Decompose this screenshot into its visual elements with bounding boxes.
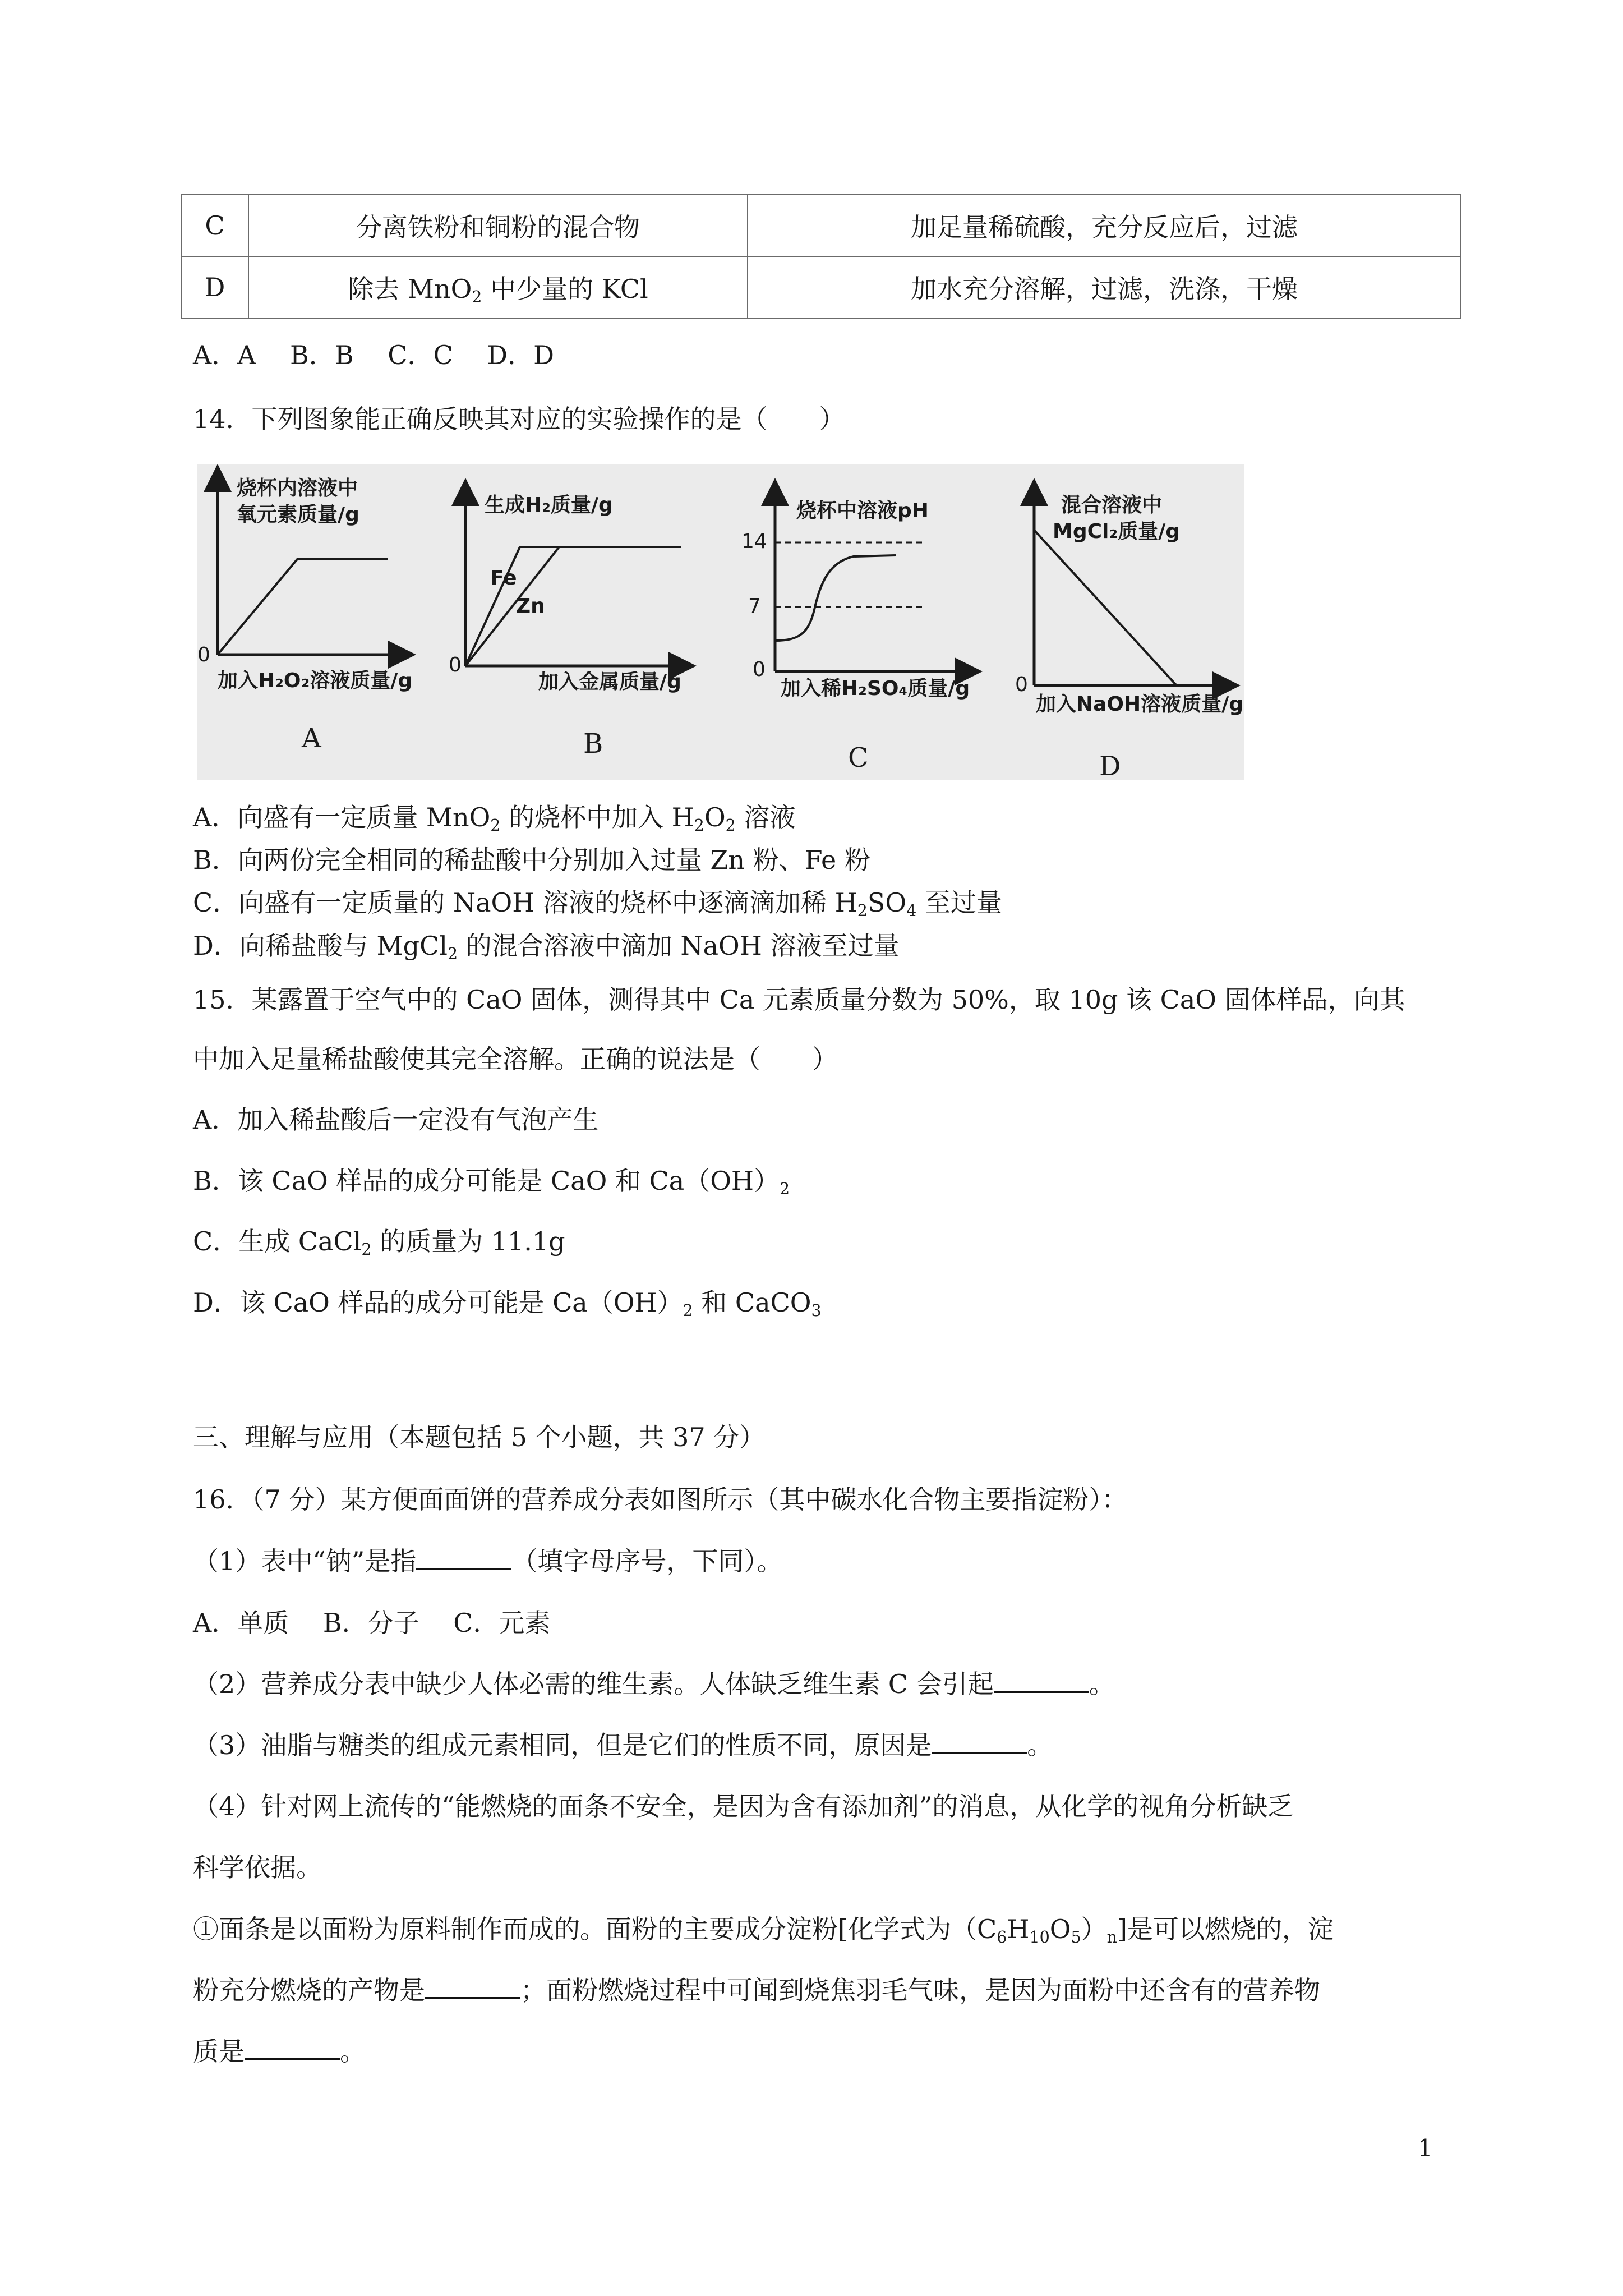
q15-option-c: C．生成 CaCl$_2$ 的质量为 11.1g <box>193 1226 565 1259</box>
graph-b <box>449 489 685 760</box>
q16-part4-line1: （4）针对网上流传的“能燃烧的面条不安全，是因为含有添加剂”的消息，从化学的视角分析缺乏 <box>193 1791 1294 1821</box>
graph-a-ylabel-1: 烧杯内溶液中 <box>237 477 358 500</box>
q16-subpart1-line2: 粉充分燃烧的产物是 ；面粉燃烧过程中可闻到烧焦羽毛气味，是因为面粉中还含有的营养物 <box>193 1975 1320 2005</box>
graph-a-origin: 0 <box>197 643 210 666</box>
graph-d-ylabel-1: 混合溶液中 <box>1061 494 1163 517</box>
q14-option-c: C．向盛有一定质量的 NaOH 溶液的烧杯中逐滴滴加稀 $H_2SO_4$ 至过量 <box>193 887 1002 920</box>
graph-b-zn-label: Zn <box>516 595 545 618</box>
q15-stem-line2: 中加入足量稀盐酸使其完全溶解。正确的说法是（ ） <box>193 1044 838 1074</box>
graph-d-xlabel: 加入NaOH溶液质量/g <box>1036 693 1244 716</box>
graph-c-xlabel: 加入稀H₂SO₄质量/g <box>781 677 970 700</box>
graph-b-xlabel: 加入金属质量/g <box>538 670 681 693</box>
graph-b-origin: 0 <box>449 654 462 677</box>
q14-option-b: B．向两份完全相同的稀盐酸中分别加入过量 Zn 粉、Fe 粉 <box>193 845 870 875</box>
graph-b-ylabel: 生成H₂质量/g <box>485 494 613 517</box>
row-method: 加足量稀硫酸，充分反应后，过滤 <box>748 195 1461 256</box>
answer-blank <box>425 1975 520 1999</box>
q16-subpart1-line1: ①面条是以面粉为原料制作而成的。面粉的主要成分淀粉[化学式为$(C_6H_{10}O_5)_n$]是可以燃烧的，淀 <box>193 1914 1334 1947</box>
table-row <box>181 195 1461 256</box>
answer-blank <box>994 1668 1089 1693</box>
answer-blank <box>245 2036 340 2060</box>
q16-stem: 16．（7 分）某方便面面饼的营养成分表如图所示（其中碳水化合物主要指淀粉）： <box>193 1484 1128 1515</box>
q16-part3: （3）油脂与糖类的组成元素相同，但是它们的性质不同，原因是 。 <box>193 1730 1053 1760</box>
q14-option-a: A．向盛有一定质量 MnO$_2$ 的烧杯中加入 $H_2O_2$ 溶液 <box>193 802 796 835</box>
graph-a <box>197 475 412 754</box>
graph-a-ylabel-2: 氧元素质量/g <box>237 503 359 526</box>
page-number: 1 <box>1418 2134 1433 2162</box>
row-label: C <box>181 195 248 256</box>
q16-part2: （2）营养成分表中缺少人体必需的维生素。人体缺乏维生素 C 会引起 。 <box>193 1669 1115 1699</box>
graph-c-caption: C <box>848 742 869 774</box>
row-method: 加水充分溶解，过滤，洗涤，干燥 <box>748 256 1461 318</box>
q14-stem: 14．下列图象能正确反映其对应的实验操作的是（ ） <box>193 404 845 434</box>
answer-blank <box>932 1729 1027 1754</box>
graph-c-tick-14: 14 <box>741 530 767 553</box>
q16-part1-options: A．单质 B．分子 C．元素 <box>193 1608 551 1638</box>
q16-part1: （1）表中“钠”是指 （填字母序号，下同）。 <box>193 1546 783 1576</box>
row-label: D <box>181 256 248 318</box>
answer-blank <box>416 1545 511 1570</box>
q13-options: A．A B．B C．C D．D <box>193 340 555 370</box>
row-target: 分离铁粉和铜粉的混合物 <box>248 195 748 256</box>
q14-graphs-figure <box>197 464 1244 780</box>
q15-option-b: B．该 CaO 样品的成分可能是 CaO 和 $Ca(OH)_2$ <box>193 1166 790 1198</box>
graph-a-xlabel: 加入H₂O₂溶液质量/g <box>218 669 413 692</box>
graph-b-fe-label: Fe <box>490 567 517 590</box>
graph-c-origin: 0 <box>753 658 766 681</box>
graph-d <box>1015 489 1243 780</box>
graph-d-caption: D <box>1099 751 1121 780</box>
q15-option-d: D．该 CaO 样品的成分可能是 $Ca(OH)_2$ 和 CaCO$_3$ <box>193 1287 822 1320</box>
experiment-table <box>181 194 1461 319</box>
q15-option-a: A．加入稀盐酸后一定没有气泡产生 <box>193 1105 599 1135</box>
graph-a-caption: A <box>302 723 321 754</box>
section-heading: 三、理解与应用（本题包括 5 个小题，共 37 分） <box>193 1422 766 1452</box>
q15-stem-line1: 15．某露置于空气中的 CaO 固体，测得其中 Ca 元素质量分数为 50%，取 10g 该 CaO 固体样品，向其 <box>193 984 1405 1015</box>
table-row <box>181 256 1461 318</box>
graph-d-ylabel-2: MgCl₂质量/g <box>1053 520 1181 543</box>
q16-part4-line2: 科学依据。 <box>193 1852 322 1883</box>
graph-d-origin: 0 <box>1015 673 1028 696</box>
graph-b-caption: B <box>583 728 603 760</box>
q14-option-d: D．向稀盐酸与 MgCl$_2$ 的混合溶液中滴加 NaOH 溶液至过量 <box>193 931 900 963</box>
graph-c <box>741 489 971 774</box>
graph-c-ylabel: 烧杯中溶液pH <box>796 499 929 522</box>
q16-subpart1-line3: 质是 。 <box>193 2036 366 2067</box>
row-target: 除去 MnO$_2$ 中少量的 KCl <box>248 256 748 318</box>
graph-c-tick-7: 7 <box>748 595 761 618</box>
